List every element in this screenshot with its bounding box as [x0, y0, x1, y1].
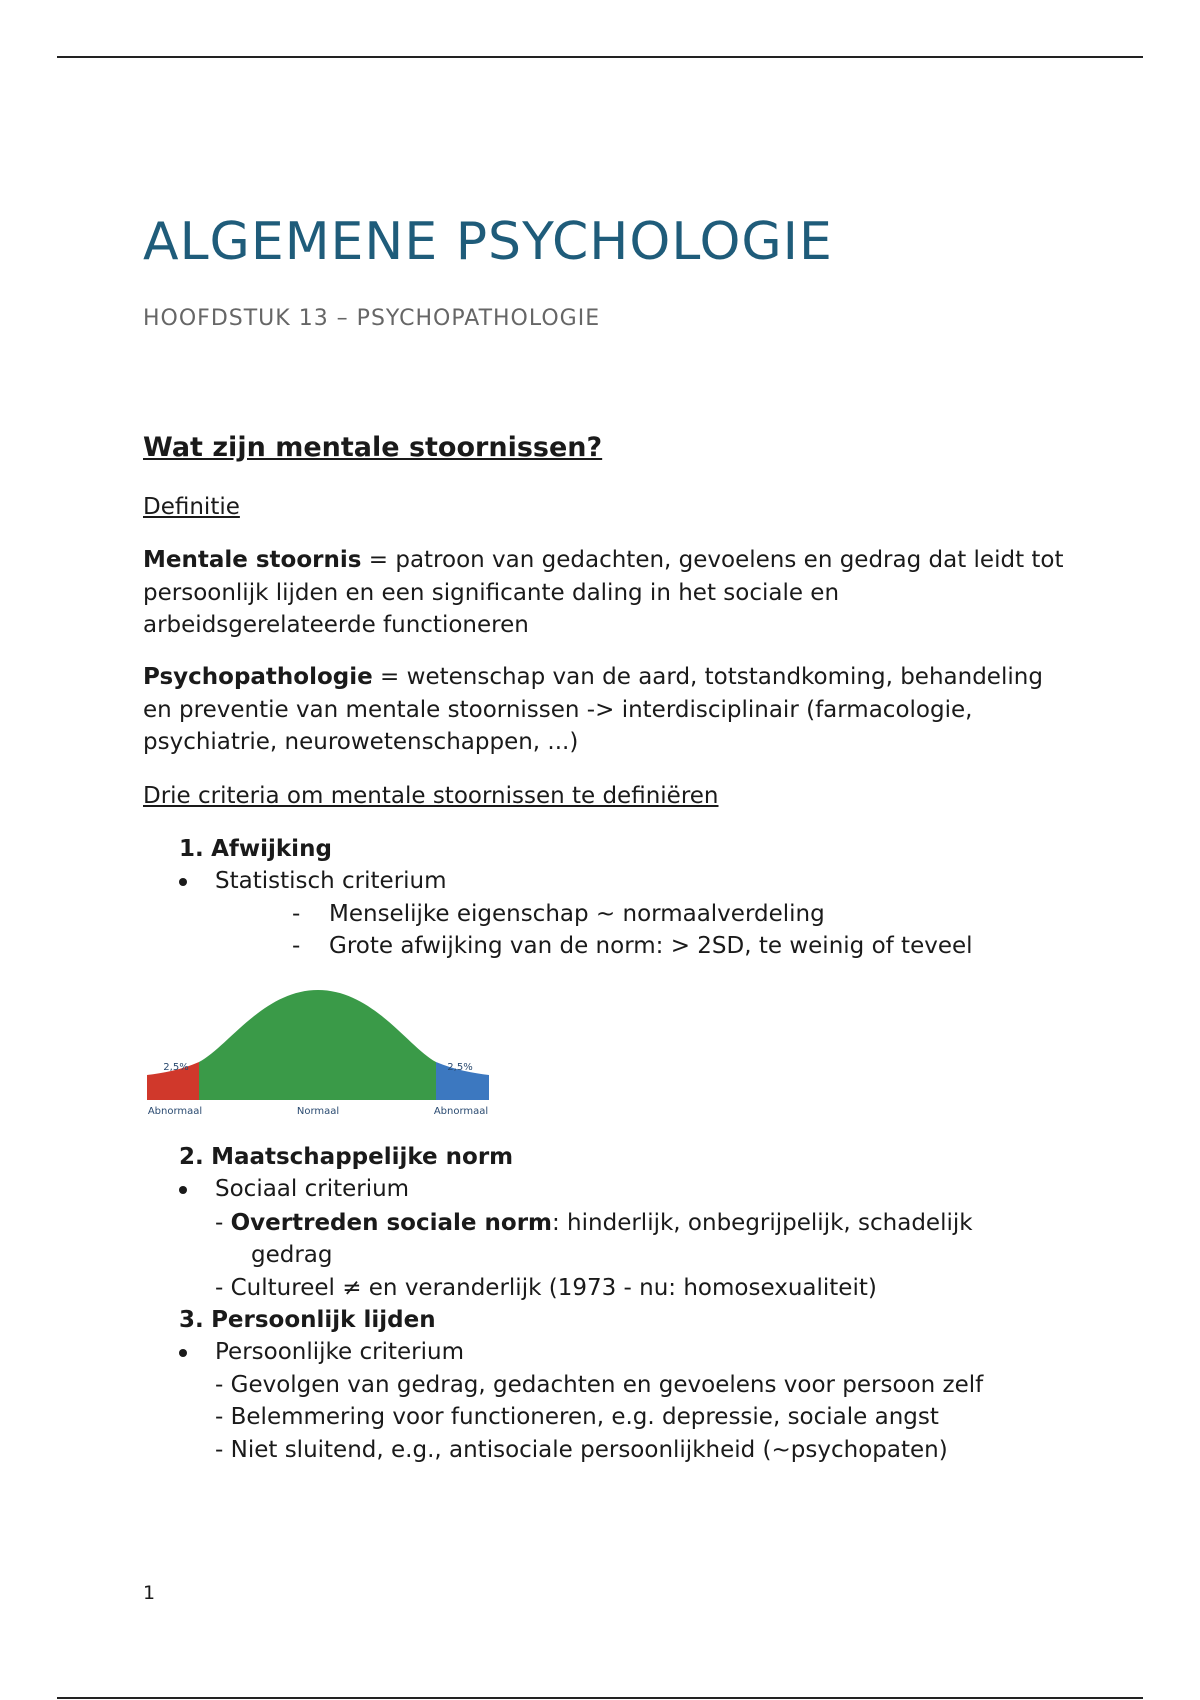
left-axis-label: Abnormaal	[147, 1106, 203, 1117]
criterion-2-sub-2	[215, 1272, 877, 1304]
criteria-label: Drie criteria om mentale stoornissen te definiëren	[143, 783, 719, 809]
dash-marker: -	[292, 933, 301, 959]
criterion-2-heading	[179, 1141, 513, 1173]
right-axis-label: Abnormaal	[433, 1106, 489, 1117]
dash-marker: -	[215, 1210, 231, 1236]
dash-marker: -	[215, 1437, 231, 1463]
left-percent-label: 2,5%	[163, 1062, 189, 1073]
criterion-3-sub-1	[215, 1369, 983, 1401]
sub-text: Niet sluitend, e.g., antisociale persoonlijkheid (~psychopaten)	[230, 1437, 948, 1463]
dash-marker: -	[215, 1275, 231, 1301]
criterion-2-sub-1	[215, 1207, 973, 1239]
dash-marker: -	[292, 901, 301, 927]
criterion-3-heading	[179, 1304, 436, 1336]
criterion-1-bullet	[179, 865, 447, 897]
definition-term: Psychopathologie	[143, 664, 373, 690]
criterion-3-sub-3	[215, 1434, 948, 1466]
center-axis-label: Normaal	[296, 1106, 340, 1117]
criterion-1-sub-2	[292, 930, 973, 962]
criterion-3-sub-2	[215, 1401, 939, 1433]
bullet-text: Statistisch criterium	[215, 868, 447, 894]
sub-text: Grote afwijking van de norm: > 2SD, te weinig of teveel	[329, 933, 973, 959]
bullet-icon	[179, 1186, 187, 1194]
criterion-title: Maatschappelijke norm	[211, 1144, 514, 1170]
criterion-2-bullet	[179, 1173, 410, 1205]
bullet-text: Sociaal criterium	[215, 1176, 410, 1202]
section-heading: Wat zijn mentale stoornissen?	[143, 432, 603, 463]
bullet-text: Persoonlijke criterium	[215, 1339, 464, 1365]
document-title: ALGEMENE PSYCHOLOGIE	[143, 212, 833, 272]
dash-marker: -	[215, 1372, 231, 1398]
sub-text: Cultureel ≠ en veranderlijk (1973 - nu: homosexualiteit)	[230, 1275, 877, 1301]
criterion-number: 3.	[179, 1307, 204, 1333]
criterion-number: 2.	[179, 1144, 204, 1170]
center-area	[199, 990, 436, 1100]
criterion-title: Persoonlijk lijden	[211, 1307, 436, 1333]
criterion-1-heading	[179, 833, 332, 865]
bullet-icon	[179, 878, 187, 886]
definitie-label: Definitie	[143, 494, 240, 520]
sub-text: Gevolgen van gedrag, gedachten en gevoelens voor persoon zelf	[230, 1372, 984, 1398]
criterion-number: 1.	[179, 836, 204, 862]
definition-mentale-stoornis	[143, 544, 1073, 642]
criterion-title: Afwijking	[211, 836, 332, 862]
criterion-1-sub-1	[292, 898, 825, 930]
footer-rule	[57, 1697, 1143, 1699]
criterion-2-sub-1-cont: gedrag	[251, 1242, 333, 1268]
sub-text-bold: Overtreden sociale norm	[230, 1210, 552, 1236]
bullet-icon	[179, 1349, 187, 1357]
definition-text: = patroon van gedachten, gevoelens en gedrag dat leidt tot persoonlijk lijden en een significante daling in het sociale en arbeidsgerelateerde functioneren	[143, 547, 1064, 638]
definition-text: = wetenschap van de aard, totstandkoming, behandeling en preventie van mentale stoornissen -> interdisciplinair (farmacologie, psychiatrie, neurowetenschappen, ...)	[143, 664, 1043, 755]
sub-text: : hinderlijk, onbegrijpelijk, schadelijk	[552, 1210, 973, 1236]
document-subtitle: HOOFDSTUK 13 – PSYCHOPATHOLOGIE	[143, 306, 601, 331]
page-number: 1	[143, 1582, 156, 1604]
criterion-3-bullet	[179, 1336, 464, 1368]
header-rule	[57, 56, 1143, 58]
dash-marker: -	[215, 1404, 231, 1430]
definition-psychopathologie	[143, 661, 1073, 759]
right-percent-label: 2,5%	[447, 1062, 473, 1073]
sub-text: Menselijke eigenschap ~ normaalverdeling	[329, 901, 825, 927]
definition-term: Mentale stoornis	[143, 547, 362, 573]
normal-distribution-figure	[143, 985, 493, 1120]
sub-text: Belemmering voor functioneren, e.g. depressie, sociale angst	[230, 1404, 939, 1430]
